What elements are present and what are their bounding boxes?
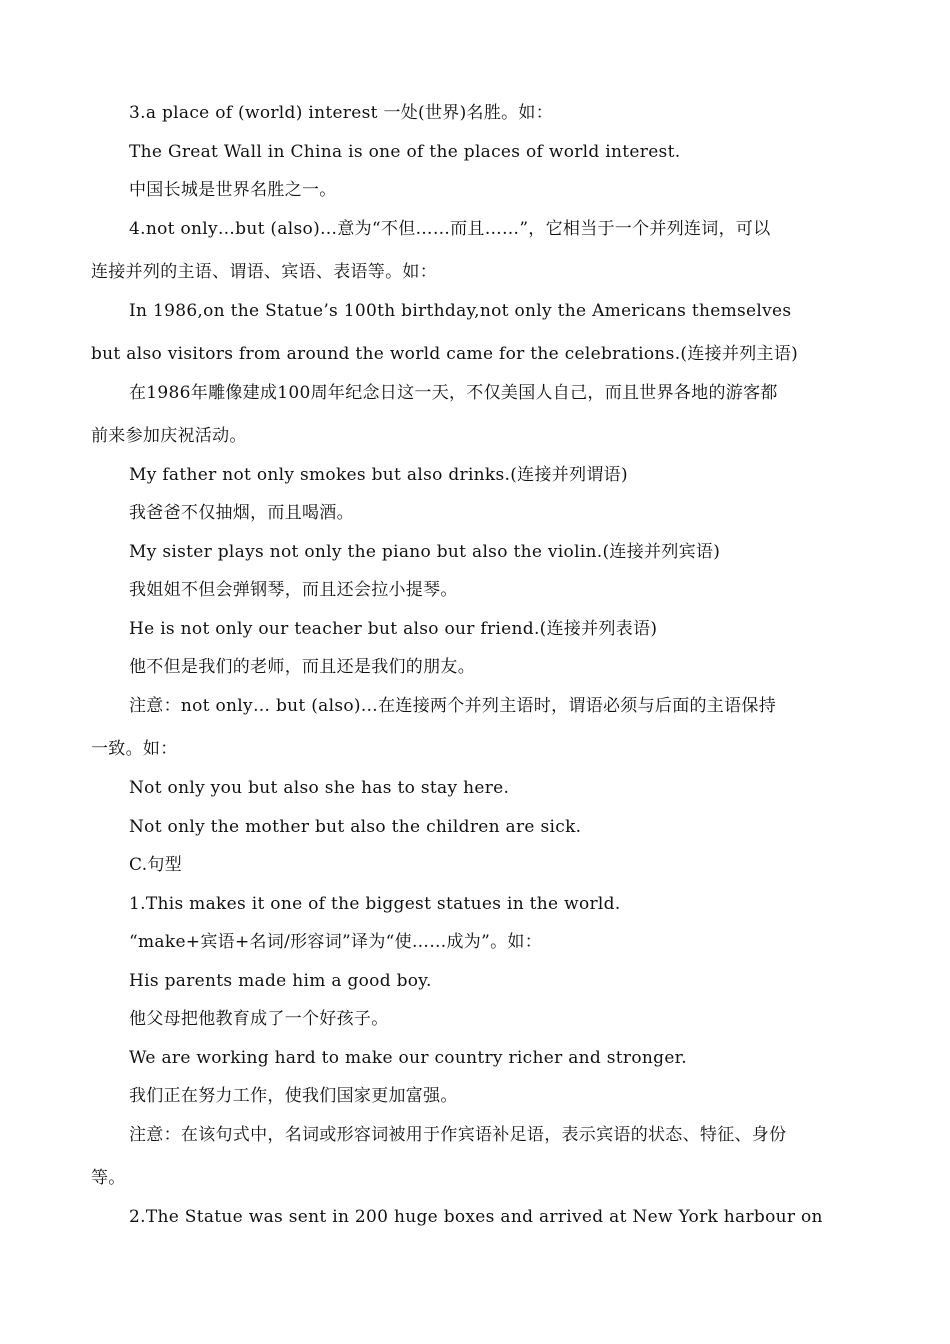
example-sentence: Not only the mother but also the children are sick. [129,817,582,837]
note-continuation: 一致。如： [91,739,178,759]
note-continuation: 等。 [91,1168,126,1188]
pattern-sentence: 2.The Statue was sent in 200 huge boxes and arrived at New York harbour on [129,1207,823,1227]
translation: 我姐姐不但会弹钢琴，而且还会拉小提琴。 [129,580,458,600]
example-sentence: In 1986,on the Statue’s 100th birthday,not only the Americans themselves [129,301,792,321]
example-sentence: My sister plays not only the piano but also the violin.(连接并列宾语) [129,542,721,562]
example-sentence-continuation: but also visitors from around the world came for the celebrations.(连接并列主语) [91,344,799,364]
note: 注意：在该句式中，名词或形容词被用于作宾语补足语，表示宾语的状态、特征、身份 [129,1125,787,1145]
heading-not-only-but-also: 4.not only…but (also)…意为“不但……而且……”，它相当于一个并列连词，可以 [129,219,771,239]
example-sentence: The Great Wall in China is one of the places of world interest. [129,142,681,162]
translation: 在1986年雕像建成100周年纪念日这一天，不仅美国人自己，而且世界各地的游客都 [129,383,778,403]
pattern-explanation: “make+宾语+名词/形容词”译为“使……成为”。如： [129,932,542,952]
translation: 中国长城是世界名胜之一。 [129,180,337,200]
translation-continuation: 前来参加庆祝活动。 [91,426,247,446]
heading-place-of-interest: 3.a place of (world) interest 一处(世界)名胜。如： [129,103,554,123]
paragraph-continuation: 连接并列的主语、谓语、宾语、表语等。如： [91,262,437,282]
example-sentence: His parents made him a good boy. [129,971,432,991]
translation: 他父母把他教育成了一个好孩子。 [129,1009,389,1029]
translation: 我们正在努力工作，使我们国家更加富强。 [129,1086,458,1106]
example-sentence: We are working hard to make our country richer and stronger. [129,1048,687,1068]
section-heading: C.句型 [129,855,183,875]
example-sentence: He is not only our teacher but also our friend.(连接并列表语) [129,619,658,639]
pattern-sentence: 1.This makes it one of the biggest statues in the world. [129,894,621,914]
example-sentence: My father not only smokes but also drinks.(连接并列谓语) [129,465,628,485]
translation: 他不但是我们的老师，而且还是我们的朋友。 [129,657,475,677]
note: 注意：not only… but (also)…在连接两个并列主语时，谓语必须与后面的主语保持 [129,696,777,716]
example-sentence: Not only you but also she has to stay here. [129,778,510,798]
translation: 我爸爸不仅抽烟，而且喝酒。 [129,503,354,523]
